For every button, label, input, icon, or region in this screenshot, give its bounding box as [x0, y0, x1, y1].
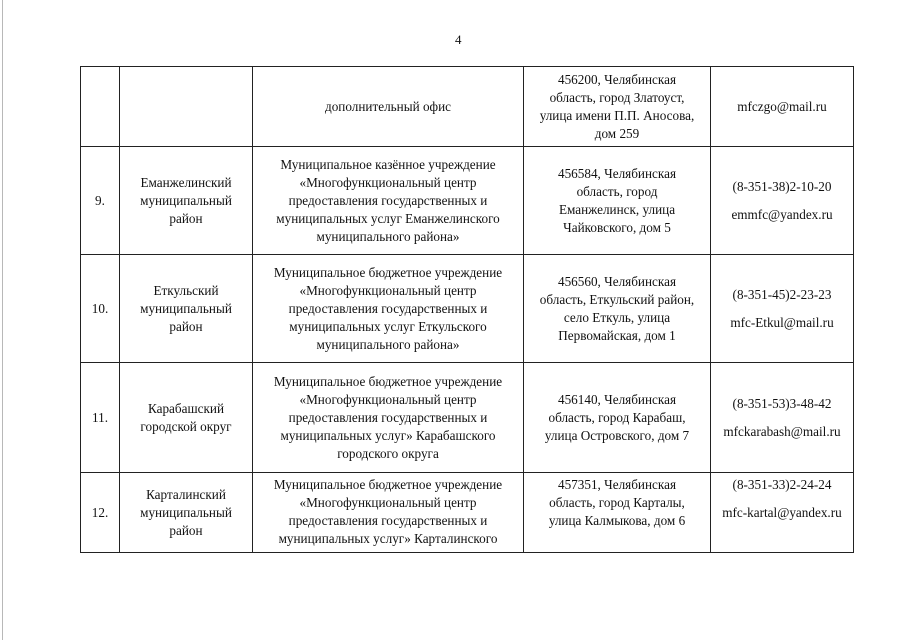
- contacts-cell: [711, 67, 854, 147]
- page-edge-line: [2, 0, 3, 640]
- table-row: [81, 67, 854, 147]
- address-cell: 456140, Челябинская область, город Карабаш, улица Островского, дом 7: [524, 363, 711, 473]
- contacts-cell: [711, 363, 854, 473]
- institution-cell: дополнительный офис: [253, 67, 524, 147]
- row-number: 11.: [81, 363, 120, 473]
- institution-cell: Муниципальное бюджетное учреждение «Многофункциональный центр предоставления государственных и муниципальных услуг Еткульского муниципального района»: [253, 255, 524, 363]
- table-row: [81, 147, 854, 255]
- row-number: 12.: [81, 473, 120, 553]
- district-cell: Карталинский муниципальный район: [120, 473, 253, 553]
- contacts-cell: [711, 473, 854, 553]
- district-cell: [120, 67, 253, 147]
- email-text: emmfc@yandex.ru: [731, 206, 833, 222]
- district-cell: Карабашский городской округ: [120, 363, 253, 473]
- institution-cell: Муниципальное бюджетное учреждение «Многофункциональный центр предоставления государственных и муниципальных услуг» Карабашского городского округа: [253, 363, 524, 473]
- address-cell: 456560, Челябинская область, Еткульский район, село Еткуль, улица Первомайская, дом 1: [524, 255, 711, 363]
- email-text: mfc-Etkul@mail.ru: [730, 314, 834, 330]
- mfc-table: [80, 66, 854, 553]
- phone-text: (8-351-38)2-10-20: [732, 178, 832, 194]
- address-cell: 457351, Челябинская область, город Карталы, улица Калмыкова, дом 6: [524, 473, 711, 553]
- email-text: mfckarabash@mail.ru: [723, 423, 841, 439]
- phone-text: (8-351-53)3-48-42: [732, 395, 832, 411]
- row-number: 9.: [81, 147, 120, 255]
- institution-cell: Муниципальное казённое учреждение «Многофункциональный центр предоставления государственных и муниципальных услуг Еманжелинского муниципального района»: [253, 147, 524, 255]
- institution-cell: Муниципальное бюджетное учреждение «Многофункциональный центр предоставления государственных и муниципальных услуг» Карталинского: [253, 473, 524, 553]
- row-number: [81, 67, 120, 147]
- table-row: [81, 363, 854, 473]
- phone-text: (8-351-33)2-24-24: [732, 477, 832, 492]
- contacts-cell: [711, 147, 854, 255]
- table-row: [81, 473, 854, 553]
- address-cell: 456200, Челябинская область, город Златоуст, улица имени П.П. Аносова, дом 259: [524, 67, 711, 147]
- table-row: [81, 255, 854, 363]
- page-number: 4: [455, 32, 462, 47]
- district-cell: Еманжелинский муниципальный район: [120, 147, 253, 255]
- phone-text: (8-351-45)2-23-23: [732, 286, 832, 302]
- district-cell: Еткульский муниципальный район: [120, 255, 253, 363]
- email-text: mfc-kartal@yandex.ru: [722, 505, 842, 520]
- email-text: mfczgo@mail.ru: [737, 98, 827, 114]
- address-cell: 456584, Челябинская область, город Еманжелинск, улица Чайковского, дом 5: [524, 147, 711, 255]
- row-number: 10.: [81, 255, 120, 363]
- contacts-cell: [711, 255, 854, 363]
